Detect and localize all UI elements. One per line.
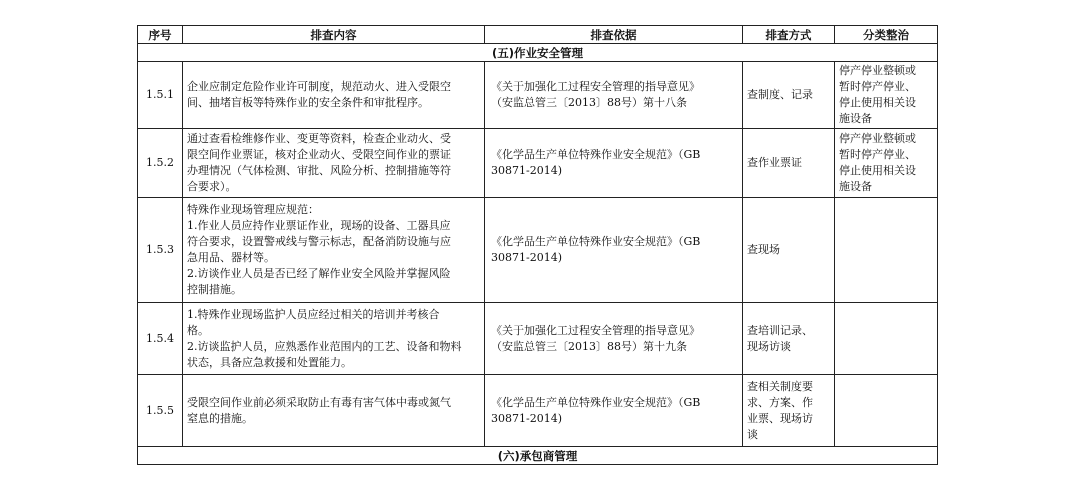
action-line: 停止使用相关设 [839,96,916,109]
method-line: 查制度、记录 [747,88,813,101]
row-method [743,375,835,447]
row-num: 1.5.1 [138,62,183,129]
action-line: 施设备 [839,112,872,125]
row-method [743,62,835,129]
content-line: 控制措施。 [187,283,242,296]
row-content [183,198,485,303]
method-line: 查现场 [747,243,780,256]
basis-line: 30871-2014) [491,251,562,264]
basis-line: 《化学品生产单位特殊作业安全规范》（GB [491,148,701,161]
row-content [183,62,485,129]
section-title-work-safety: (五)作业安全管理 [138,44,938,62]
row-action [835,198,938,303]
table-row [138,62,938,129]
basis-line: （安监总管三〔2013〕88号）第十八条 [491,96,687,109]
header-content: 排查内容 [183,26,485,44]
row-action [835,62,938,129]
content-line: 1.作业人员应持作业票证作业，现场的设备、工器具应 [187,219,451,232]
content-line: 特殊作业现场管理应规范： [187,203,319,216]
content-line: 2.访谈监护人员，应熟悉作业范围内的工艺、设备和物料 [187,339,462,353]
action-line: 停止使用相关设 [839,164,916,177]
content-line: 急用品、器材等。 [187,251,275,264]
row-content [183,303,485,375]
row-basis [485,375,743,447]
action-line: 暂时停产停业、 [839,148,916,161]
method-line: 查培训记录、 [747,323,813,337]
row-num: 1.5.2 [138,129,183,198]
basis-line: 30871-2014) [491,164,562,177]
header-method: 排查方式 [743,26,835,44]
method-line: 业票、现场访 [747,411,813,425]
content-line: 格。 [187,323,209,337]
row-basis [485,198,743,303]
row-content [183,375,485,447]
content-line: 间、抽堵盲板等特殊作业的安全条件和审批程序。 [187,96,429,109]
header-num: 序号 [138,26,183,44]
row-num: 1.5.3 [138,198,183,303]
row-method [743,129,835,198]
header-basis: 排查依据 [485,26,743,44]
method-line: 查相关制度要 [747,379,813,393]
method-line: 求、方案、作 [747,395,813,409]
row-basis [485,62,743,129]
basis-line: （安监总管三〔2013〕88号）第十九条 [491,339,687,353]
header-row [138,26,938,44]
row-content [183,129,485,198]
basis-line: 《关于加强化工过程安全管理的指导意见》 [491,80,700,93]
table-row [138,303,938,375]
content-line: 窒息的措施。 [187,411,253,425]
section-row [138,44,938,62]
row-action [835,303,938,375]
basis-line: 30871-2014) [491,411,562,425]
header-action: 分类整治 [835,26,938,44]
row-action [835,129,938,198]
action-line: 停产停业整顿或 [839,64,916,77]
basis-line: 《关于加强化工过程安全管理的指导意见》 [491,323,700,337]
basis-line: 《化学品生产单位特殊作业安全规范》（GB [491,395,701,409]
content-line: 办理情况（气体检测、审批、风险分析、控制措施等符 [187,164,451,177]
row-num: 1.5.5 [138,375,183,447]
content-line: 合要求）。 [187,180,237,193]
section-title-contractor: (六)承包商管理 [138,447,938,465]
row-action [835,375,938,447]
inspection-table [137,25,938,465]
row-method [743,198,835,303]
action-line: 施设备 [839,180,872,193]
content-line: 1.特殊作业现场监护人员应经过相关的培训并考核合 [187,307,440,321]
table-row [138,375,938,447]
row-basis [485,303,743,375]
content-line: 限空间作业票证，核对企业动火、受限空间作业的票证 [187,148,451,161]
method-line: 谈 [747,427,758,441]
content-line: 企业应制定危险作业许可制度，规范动火、进入受限空 [187,80,451,93]
section-row [138,447,938,465]
content-line: 符合要求，设置警戒线与警示标志，配备消防设施与应 [187,235,451,248]
method-line: 现场访谈 [747,339,791,353]
table-row [138,198,938,303]
action-line: 停产停业整顿或 [839,132,916,145]
basis-line: 《化学品生产单位特殊作业安全规范》（GB [491,235,701,248]
content-line: 状态，具备应急救援和处置能力。 [187,355,352,369]
content-line: 通过查看检维修作业、变更等资料，检查企业动火、受 [187,132,451,145]
inspection-table-sheet [137,25,937,465]
method-line: 查作业票证 [747,156,802,169]
row-method [743,303,835,375]
row-num: 1.5.4 [138,303,183,375]
content-line: 2.访谈作业人员是否已经了解作业安全风险并掌握风险 [187,267,451,280]
table-row [138,129,938,198]
row-basis [485,129,743,198]
action-line: 暂时停产停业、 [839,80,916,93]
content-line: 受限空间作业前必须采取防止有毒有害气体中毒或氮气 [187,395,451,409]
